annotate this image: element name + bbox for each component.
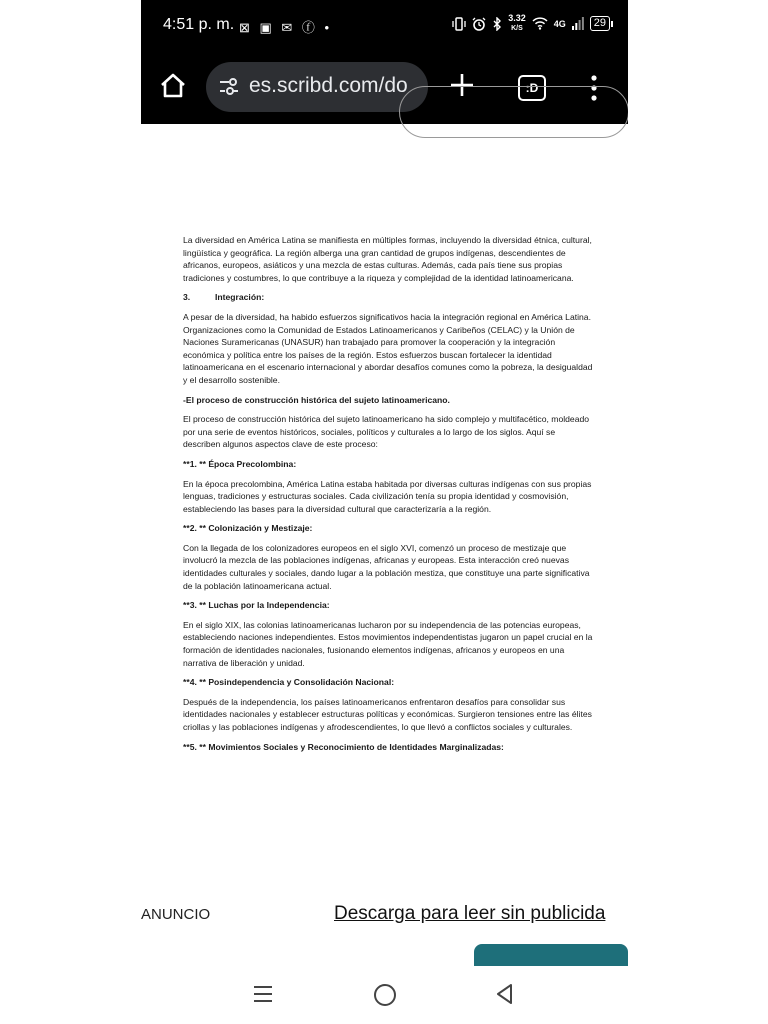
site-settings-icon[interactable] [218,77,240,97]
alarm-icon [472,17,486,31]
phone-screen [141,0,628,1024]
battery-indicator: 29 [590,16,610,31]
heading-precolombina: **1. ** Época Precolombina: [183,458,297,469]
paragraph-precolombina: En la época precolombina, América Latina estaba habitada por diversas culturas indígenas con sus propias lenguas, tradiciones y estructuras sociales. Cada civilización tenía su propia identidad y cosmovisión, estableciendo las bases para la diversidad cultural que caracterizaría a la región. [183,478,592,514]
status-right-group [452,14,610,33]
partial-element-outline [399,86,628,138]
section-number: 3. [183,292,191,303]
back-icon[interactable] [495,983,515,1005]
heading-proceso: -El proceso de construcción histórica del sujeto latinoamericano. [183,394,450,405]
network-speed-unit: K/S [511,25,523,32]
ad-label: ANUNCIO [141,906,211,923]
url-text[interactable]: es.scribd.com/do [249,74,408,97]
heading-colonizacion: **2. ** Colonización y Mestizaje: [183,523,313,534]
status-time: 4:51 p. m. [163,16,235,33]
document-page [183,234,593,760]
vibrate-icon [452,17,466,31]
heading-movimientos: **5. ** Movimientos Sociales y Reconocimiento de Identidades Marginalizadas: [183,741,504,752]
signal-icon [572,17,584,30]
section-heading-integracion [183,291,593,304]
network-speed [508,14,526,33]
heading-independencia: **3. ** Luchas por la Independencia: [183,600,330,611]
section-heading-text: Integración: [215,292,265,303]
paragraph-proceso: El proceso de construcción histórica del sujeto latinoamericano ha sido complejo y multifacético, moldeado por una serie de eventos históricos, sociales, políticos y culturales a lo largo de los siglos. Aquí se describen algunos aspectos clave de este proceso: [183,414,590,450]
network-speed-value: 3.32 [508,13,526,23]
heading-posindependencia: **4. ** Posindependencia y Consolidación Nacional: [183,677,395,688]
paragraph-posindependencia: Después de la independencia, los países latinoamericanos enfrentaron desafíos para consolidar sus identidades nacionales y establecer estructuras políticas y económicas. Surgieron tensiones entre las élites criollas y las poblaciones indígenas y afrodescendientes, lo que llevó a conflictos sociales y culturales. [183,696,592,732]
tab-switcher-button[interactable]: :D [518,75,546,101]
address-bar[interactable] [206,62,428,112]
network-type: 4G [553,18,566,29]
recents-icon[interactable] [253,985,273,1003]
paragraph-integracion: A pesar de la diversidad, ha habido esfuerzos significativos hacia la integración regional en América Latina. Organizaciones como la Comunidad de Estados Latinoamericanos y Caribeños (CELAC) y la Unión de Naciones Suramericanas (UNASUR) han trabajado para promover la cooperación y la integración económica y política entre los países de la región. Estos esfuerzos buscan fortalecer la identidad latinoamericana en el escenario internacional y abordar desafíos comunes como la pobreza, la desigualdad y el desarrollo sostenible. [183,311,593,385]
paragraph-diversidad: La diversidad en América Latina se manifiesta en múltiples formas, incluyendo la diversidad étnica, cultural, lingüística y geográfica. La región alberga una gran cantidad de grupos indígenas, descendientes de africanos, europeos, asiáticos y una mezcla de estas culturas. Además, cada país tiene sus propias tradiciones y costumbres, lo que contribuye a la riqueza y complejidad de la identidad latinoamericana. [183,235,592,283]
notification-icons: ⊠ ▣ ✉ ⓕ • [239,20,333,35]
bluetooth-icon [492,17,502,31]
paragraph-colonizacion: Con la llegada de los colonizadores europeos en el siglo XVI, comenzó un proceso de mestizaje que involucró la mezcla de las poblaciones indígenas, africanas y europeas. Esta interacción creó nuevas identidades culturales y sociales, dando lugar a la población mestiza, que constituye una parte significativa de la población latinoamericana actual. [183,542,590,591]
paragraph-independencia: En el siglo XIX, las colonias latinoamericanas lucharon por su independencia de las potencias europeas, estableciendo naciones independientes. Estos movimientos independentistas jugaron un papel crucial en la formación de identidades nacionales, fusionando elementos indígenas, africanos y europeos en una narrativa de liberación y unidad. [183,619,593,668]
system-nav-bar [141,975,628,1015]
home-icon[interactable] [159,72,187,100]
nav-home-icon[interactable] [374,984,396,1006]
teal-action-button[interactable] [474,944,628,966]
download-link[interactable]: Descarga para leer sin publicida [334,903,606,924]
wifi-icon [532,17,548,30]
